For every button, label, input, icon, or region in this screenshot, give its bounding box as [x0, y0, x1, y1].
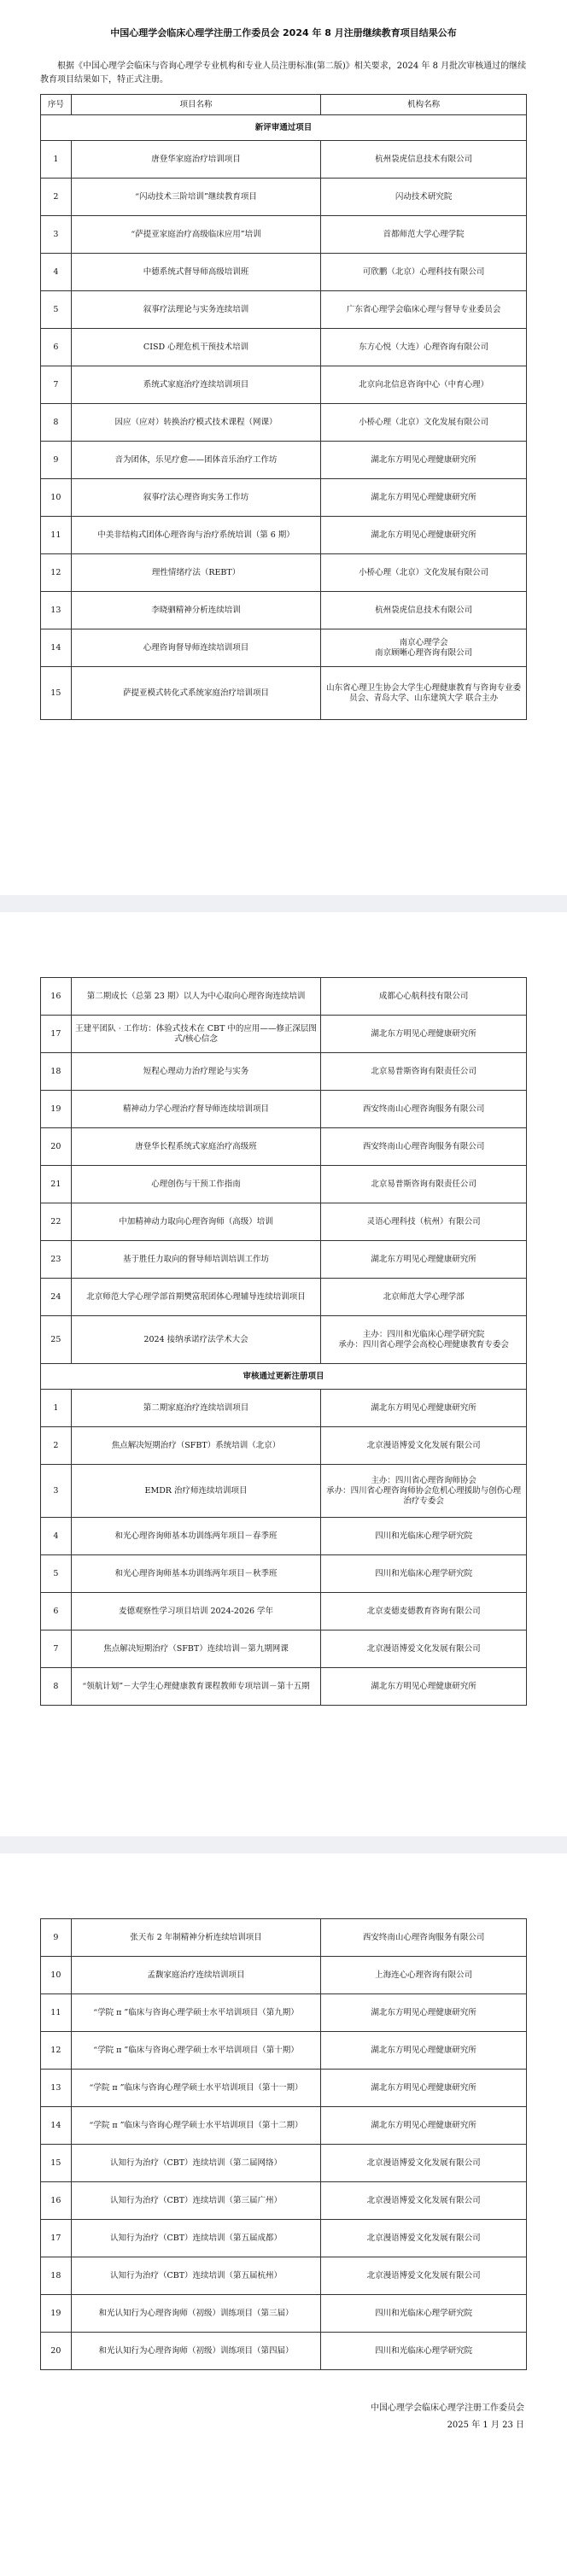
row-number: 21: [41, 1166, 72, 1203]
project-name: 2024 接纳承诺疗法学术大会: [71, 1316, 321, 1364]
organization-name: 首都师范大学心理学院: [321, 216, 527, 254]
organization-name: 南京心理学会 南京顾晰心理咨询有限公司: [321, 629, 527, 667]
table-row: [41, 1465, 527, 1518]
project-name: 唐登华家庭治疗培训项目: [71, 141, 321, 179]
project-name: 精神动力学心理治疗督导师连续培训项目: [71, 1091, 321, 1128]
header-name: 项目名称: [71, 95, 321, 115]
table-row: [41, 141, 527, 179]
table-row: [41, 2070, 527, 2107]
page-1: [0, 0, 567, 895]
table-row: [41, 216, 527, 254]
table-page-3: [40, 1918, 527, 2370]
project-name: “学院 π ”临床与咨询心理学硕士水平培训项目（第十二期）: [71, 2107, 321, 2145]
row-number: 9: [41, 442, 72, 479]
table-row: [41, 2145, 527, 2182]
table-row: [41, 1668, 527, 1706]
project-name: 叙事疗法心理咨询实务工作坊: [71, 479, 321, 517]
table-row: [41, 1994, 527, 2032]
table-row: [41, 1427, 527, 1465]
page-separator: [0, 895, 567, 912]
project-name: 基于胜任力取向的督导师培训培训工作坊: [71, 1241, 321, 1279]
organization-name: 西安终南山心理咨询服务有限公司: [321, 1091, 527, 1128]
organization-name: 湖北东方明见心理健康研究所: [321, 1668, 527, 1706]
organization-name: 成都心心航科技有限公司: [321, 978, 527, 1016]
project-name: 系统式家庭治疗连续培训项目: [71, 366, 321, 404]
row-number: 5: [41, 1555, 72, 1593]
organization-name: 北京易普斯咨询有限责任公司: [321, 1053, 527, 1091]
row-number: 16: [41, 2182, 72, 2220]
project-name: “学院 π ”临床与咨询心理学硕士水平培训项目（第九期）: [71, 1994, 321, 2032]
table-row: [41, 254, 527, 291]
organization-name: 北京漫语博爱文化发展有限公司: [321, 2145, 527, 2182]
organization-name: 北京漫语博爱文化发展有限公司: [321, 2182, 527, 2220]
table-row: [41, 329, 527, 366]
row-number: 11: [41, 517, 72, 554]
organization-name: 四川和光临床心理学研究院: [321, 1555, 527, 1593]
organization-name: 西安终南山心理咨询服务有限公司: [321, 1919, 527, 1957]
row-number: 15: [41, 2145, 72, 2182]
row-number: 15: [41, 667, 72, 720]
table-page-1: [40, 94, 527, 720]
table-row: [41, 291, 527, 329]
row-number: 18: [41, 2257, 72, 2295]
row-number: 12: [41, 554, 72, 592]
organization-name: 湖北东方明见心理健康研究所: [321, 442, 527, 479]
organization-name: 主办：四川省心理咨询师协会 承办：四川省心理咨询师协会危机心理援助与创伤心理治疗专委会: [321, 1465, 527, 1518]
organization-name: 可欣鹏（北京）心理科技有限公司: [321, 254, 527, 291]
project-name: 中德系统式督导师高级培训班: [71, 254, 321, 291]
table-row: [41, 2182, 527, 2220]
organization-name: 湖北东方明见心理健康研究所: [321, 1390, 527, 1427]
project-name: “萨提亚家庭治疗高级临床应用”培训: [71, 216, 321, 254]
signature-date: 2025 年 1 月 23 日: [447, 2421, 524, 2430]
row-number: 23: [41, 1241, 72, 1279]
project-name: 萨提亚模式转化式系统家庭治疗培训项目: [71, 667, 321, 720]
document-title: 中国心理学会临床心理学注册工作委员会 2024 年 8 月注册继续教育项目结果公布: [110, 27, 457, 38]
project-name: 理性情绪疗法（REBT）: [71, 554, 321, 592]
project-name: 认知行为治疗（CBT）连续培训（第五届成都）: [71, 2220, 321, 2257]
row-number: 20: [41, 1128, 72, 1166]
project-name: 焦点解决短期治疗（SFBT）系统培训（北京）: [71, 1427, 321, 1465]
row-number: 1: [41, 1390, 72, 1427]
table-row: [41, 2220, 527, 2257]
organization-name: 北京向北信息咨询中心（中育心理）: [321, 366, 527, 404]
row-number: 24: [41, 1279, 72, 1316]
row-number: 10: [41, 1957, 72, 1994]
organization-name: 湖北东方明见心理健康研究所: [321, 2070, 527, 2107]
project-name: 李晓驷精神分析连续培训: [71, 592, 321, 629]
organization-name: 四川和光临床心理学研究院: [321, 2333, 527, 2370]
organization-name: 北京漫语博爱文化发展有限公司: [321, 1427, 527, 1465]
row-number: 1: [41, 141, 72, 179]
organization-name: 北京漫语博爱文化发展有限公司: [321, 2220, 527, 2257]
row-number: 12: [41, 2032, 72, 2070]
table-row: [41, 1053, 527, 1091]
table-row: [41, 2295, 527, 2333]
organization-name: 山东省心理卫生协会大学生心理健康教育与咨询专业委员会、青岛大学、山东建筑大学 联合主办: [321, 667, 527, 720]
table-row: [41, 1203, 527, 1241]
row-number: 19: [41, 1091, 72, 1128]
section-new-heading: 新评审通过项目: [41, 115, 527, 141]
project-name: 心理创伤与干预工作指南: [71, 1166, 321, 1203]
project-name: CISD 心理危机干预技术培训: [71, 329, 321, 366]
project-name: EMDR 治疗师连续培训项目: [71, 1465, 321, 1518]
table-page-2: [40, 977, 527, 1706]
row-number: 13: [41, 2070, 72, 2107]
organization-name: 北京漫语博爱文化发展有限公司: [321, 2257, 527, 2295]
row-number: 18: [41, 1053, 72, 1091]
table-row: [41, 1919, 527, 1957]
row-number: 3: [41, 1465, 72, 1518]
row-number: 4: [41, 1518, 72, 1555]
organization-name: 湖北东方明见心理健康研究所: [321, 1994, 527, 2032]
table-row: [41, 442, 527, 479]
project-name: 和光认知行为心理咨询师（初级）训练项目（第三届）: [71, 2295, 321, 2333]
project-name: 认知行为治疗（CBT）连续培训（第三届广州）: [71, 2182, 321, 2220]
table-row: [41, 1166, 527, 1203]
row-number: 4: [41, 254, 72, 291]
table-row: [41, 554, 527, 592]
organization-name: 小桥心理（北京）文化发展有限公司: [321, 404, 527, 442]
project-name: 中美非结构式团体心理咨询与治疗系统培训（第 6 期）: [71, 517, 321, 554]
row-number: 19: [41, 2295, 72, 2333]
project-name: 第二期成长（总第 23 期）以人为中心取向心理咨询连续培训: [71, 978, 321, 1016]
table-row: [41, 2257, 527, 2295]
table-row: [41, 1241, 527, 1279]
organization-name: 西安终南山心理咨询服务有限公司: [321, 1128, 527, 1166]
project-name: 王建平团队 · 工作坊：体验式技术在 CBT 中的应用——修正深层图式/核心信念: [71, 1016, 321, 1053]
organization-name: 四川和光临床心理学研究院: [321, 1518, 527, 1555]
project-name: 孟馥家庭治疗连续培训项目: [71, 1957, 321, 1994]
organization-name: 四川和光临床心理学研究院: [321, 2295, 527, 2333]
table-row: [41, 517, 527, 554]
organization-name: 东方心悦（大连）心理咨询有限公司: [321, 329, 527, 366]
intro-paragraph: 根据《中国心理学会临床与咨询心理学专业机构和专业人员注册标准(第二版)》相关要求，2024 年 8 月批次审核通过的继续教育项目结果如下，特正式注册。: [40, 61, 527, 85]
page-2: [0, 912, 567, 1836]
row-number: 2: [41, 179, 72, 216]
project-name: 叙事疗法理论与实务连续培训: [71, 291, 321, 329]
row-number: 7: [41, 1630, 72, 1668]
organization-name: 北京师范大学心理学部: [321, 1279, 527, 1316]
table-row: [41, 1630, 527, 1668]
project-name: 因应（应对）转换治疗模式技术课程（网课）: [71, 404, 321, 442]
header-org: 机构名称: [321, 95, 527, 115]
row-number: 17: [41, 2220, 72, 2257]
organization-name: 湖北东方明见心理健康研究所: [321, 1241, 527, 1279]
table-row: [41, 2107, 527, 2145]
row-number: 6: [41, 1593, 72, 1630]
signature-org: 中国心理学会临床心理学注册工作委员会: [371, 2403, 524, 2413]
header-no: 序号: [41, 95, 72, 115]
project-name: 北京师范大学心理学部首期樊富珉团体心理辅导连续培训项目: [71, 1279, 321, 1316]
organization-name: 杭州袋虎信息技术有限公司: [321, 592, 527, 629]
project-name: 和光心理咨询师基本功训练两年项目－春季班: [71, 1518, 321, 1555]
organization-name: 小桥心理（北京）文化发展有限公司: [321, 554, 527, 592]
project-name: “闪动技术三阶培训”继续教育项目: [71, 179, 321, 216]
project-name: 中加精神动力取向心理咨询师（高级）培训: [71, 1203, 321, 1241]
row-number: 17: [41, 1016, 72, 1053]
table-row: [41, 1091, 527, 1128]
project-name: 唐登华长程系统式家庭治疗高级班: [71, 1128, 321, 1166]
signature-block: [371, 2400, 524, 2434]
organization-name: 主办：四川和光临床心理学研究院 承办：四川省心理学会高校心理健康教育专委会: [321, 1316, 527, 1364]
table-row: [41, 1316, 527, 1364]
row-number: 16: [41, 978, 72, 1016]
table-row: [41, 366, 527, 404]
organization-name: 湖北东方明见心理健康研究所: [321, 479, 527, 517]
page-3: [0, 1853, 567, 2576]
row-number: 8: [41, 1668, 72, 1706]
row-number: 7: [41, 366, 72, 404]
organization-name: 湖北东方明见心理健康研究所: [321, 517, 527, 554]
project-name: 麦德观察性学习项目培训 2024-2026 学年: [71, 1593, 321, 1630]
row-number: 2: [41, 1427, 72, 1465]
row-number: 11: [41, 1994, 72, 2032]
project-name: 和光认知行为心理咨询师（初级）训练项目（第四届）: [71, 2333, 321, 2370]
row-number: 14: [41, 629, 72, 667]
table-row: [41, 2333, 527, 2370]
project-name: 和光心理咨询师基本功训练两年项目－秋季班: [71, 1555, 321, 1593]
row-number: 13: [41, 592, 72, 629]
project-name: 短程心理动力治疗理论与实务: [71, 1053, 321, 1091]
table-row: [41, 1518, 527, 1555]
organization-name: 广东省心理学会临床心理与督导专业委员会: [321, 291, 527, 329]
project-name: 张天布 2 年制精神分析连续培训项目: [71, 1919, 321, 1957]
table-row: [41, 1957, 527, 1994]
row-number: 9: [41, 1919, 72, 1957]
rows-renew-1: [41, 1390, 527, 1706]
project-name: 第二期家庭治疗连续培训项目: [71, 1390, 321, 1427]
organization-name: 上海连心心理咨询有限公司: [321, 1957, 527, 1994]
row-number: 3: [41, 216, 72, 254]
row-number: 20: [41, 2333, 72, 2370]
table-row: [41, 179, 527, 216]
table-row: [41, 1593, 527, 1630]
project-name: 认知行为治疗（CBT）连续培训（第二届网络）: [71, 2145, 321, 2182]
table-row: [41, 1279, 527, 1316]
rows-renew-2: [41, 1919, 527, 2370]
row-number: 25: [41, 1316, 72, 1364]
row-number: 8: [41, 404, 72, 442]
organization-name: 北京易普斯咨询有限责任公司: [321, 1166, 527, 1203]
project-name: “领航计划”－大学生心理健康教育课程教师专项培训－第十五期: [71, 1668, 321, 1706]
table-row: [41, 629, 527, 667]
organization-name: 北京麦德麦德教育咨询有限公司: [321, 1593, 527, 1630]
table-row: [41, 404, 527, 442]
row-number: 10: [41, 479, 72, 517]
rows-new-2: [41, 978, 527, 1364]
table-row: [41, 2032, 527, 2070]
project-name: 认知行为治疗（CBT）连续培训（第五届杭州）: [71, 2257, 321, 2295]
table-row: [41, 978, 527, 1016]
table-row: [41, 1128, 527, 1166]
organization-name: 湖北东方明见心理健康研究所: [321, 2032, 527, 2070]
organization-name: 灵语心理科技（杭州）有限公司: [321, 1203, 527, 1241]
table-row: [41, 667, 527, 720]
project-name: “学院 π ”临床与咨询心理学硕士水平培训项目（第十期）: [71, 2032, 321, 2070]
organization-name: 湖北东方明见心理健康研究所: [321, 1016, 527, 1053]
row-number: 14: [41, 2107, 72, 2145]
table-row: [41, 592, 527, 629]
section-renew-heading: 审核通过更新注册项目: [41, 1364, 527, 1390]
table-row: [41, 1016, 527, 1053]
table-row: [41, 1555, 527, 1593]
organization-name: 闪动技术研究院: [321, 179, 527, 216]
row-number: 6: [41, 329, 72, 366]
organization-name: 杭州袋虎信息技术有限公司: [321, 141, 527, 179]
page-separator: [0, 1836, 567, 1853]
organization-name: 北京漫语博爱文化发展有限公司: [321, 1630, 527, 1668]
row-number: 22: [41, 1203, 72, 1241]
project-name: 心理咨询督导师连续培训项目: [71, 629, 321, 667]
table-row: [41, 479, 527, 517]
project-name: “学院 π ”临床与咨询心理学硕士水平培训项目（第十一期）: [71, 2070, 321, 2107]
row-number: 5: [41, 291, 72, 329]
table-row: [41, 1390, 527, 1427]
project-name: 焦点解决短期治疗（SFBT）连续培训－第九期网课: [71, 1630, 321, 1668]
organization-name: 湖北东方明见心理健康研究所: [321, 2107, 527, 2145]
rows-new-1: [41, 141, 527, 720]
project-name: 音为团体，乐见疗愈——团体音乐治疗工作坊: [71, 442, 321, 479]
